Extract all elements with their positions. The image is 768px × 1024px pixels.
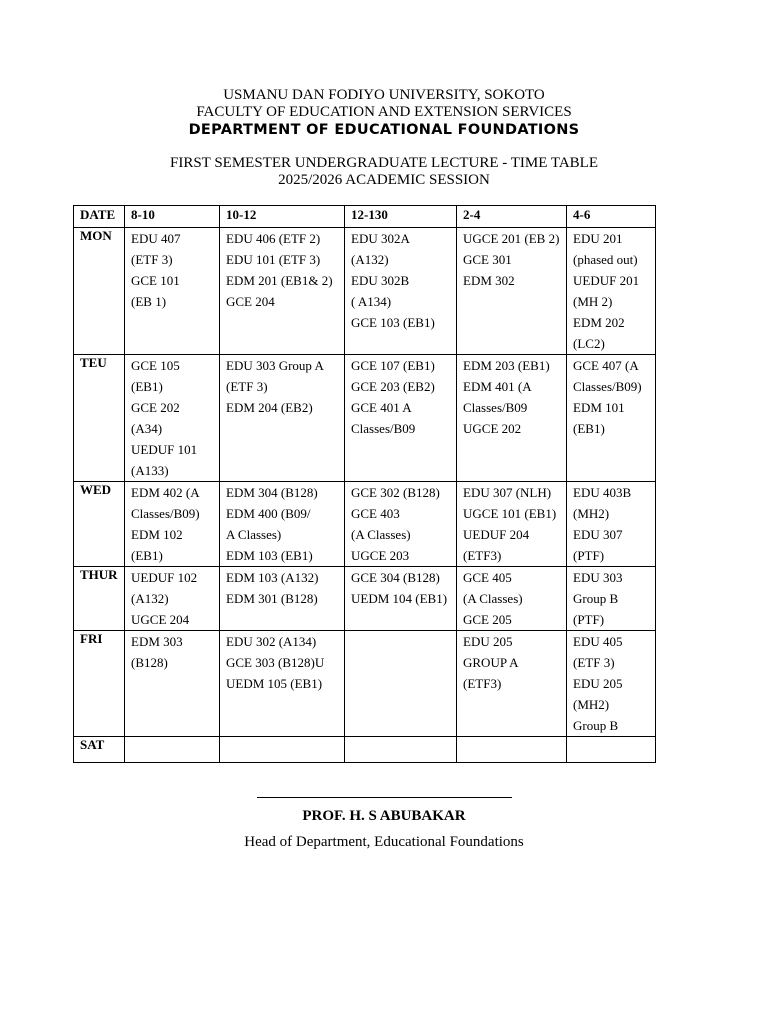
- course-entry: EDM 201 (EB1& 2): [226, 273, 333, 288]
- course-entry: (MH2): [573, 506, 610, 521]
- course-entry: EDM 103 (A132): [226, 570, 319, 585]
- course-entry: (PTF): [573, 548, 605, 563]
- day-cell: THUR: [74, 567, 125, 631]
- course-entry: (A34): [131, 421, 163, 436]
- course-entry: EDU 307 (NLH): [463, 485, 552, 500]
- timetable-cell: [125, 228, 220, 355]
- course-entry: EDU 403B: [573, 485, 632, 500]
- faculty-name: FACULTY OF EDUCATION AND EXTENSION SERVICES: [196, 104, 572, 120]
- column-header: 8-10: [125, 206, 220, 228]
- course-entry: GCE 203 (EB2): [351, 379, 435, 394]
- timetable-cell: [345, 228, 457, 355]
- course-entry: (EB1): [573, 421, 605, 436]
- course-entry: EDU 303 Group A: [226, 358, 324, 373]
- timetable-cell: [220, 737, 345, 763]
- course-entry: GROUP A: [463, 655, 519, 670]
- timetable-cell: [125, 737, 220, 763]
- course-entry: GCE 107 (EB1): [351, 358, 435, 373]
- course-entry: EDM 103 (EB1): [226, 548, 313, 563]
- course-entry: UGCE 202: [463, 421, 522, 436]
- timetable-cell: [220, 631, 345, 737]
- timetable: [73, 205, 656, 763]
- course-entry: EDU 302A: [351, 231, 410, 246]
- course-entry: (phased out): [573, 252, 638, 267]
- course-entry: GCE 304 (B128): [351, 570, 440, 585]
- course-entry: UGCE 201 (EB 2): [463, 231, 560, 246]
- course-entry: UEDUF 101: [131, 442, 198, 457]
- course-entry: (A Classes): [351, 527, 411, 542]
- course-entry: UEDUF 102: [131, 570, 198, 585]
- course-entry: EDM 400 (B09/: [226, 506, 311, 521]
- signatory-title: Head of Department, Educational Foundations: [244, 834, 524, 850]
- timetable-cell: [567, 228, 656, 355]
- course-entry: (ETF 3): [573, 655, 615, 670]
- timetable-cell: [457, 631, 567, 737]
- timetable-cell: [567, 567, 656, 631]
- course-entry: GCE 401 A: [351, 400, 412, 415]
- course-entry: EDM 303: [131, 634, 183, 649]
- timetable-cell: [220, 567, 345, 631]
- course-entry: UEDUF 201: [573, 273, 640, 288]
- academic-session: 2025/2026 ACADEMIC SESSION: [278, 172, 490, 188]
- course-entry: (LC2): [573, 336, 605, 351]
- course-entry: EDM 202: [573, 315, 625, 330]
- course-entry: (A Classes): [463, 591, 523, 606]
- course-entry: EDU 307: [573, 527, 623, 542]
- day-cell: TEU: [74, 355, 125, 482]
- course-entry: GCE 202: [131, 400, 180, 415]
- timetable-cell: [457, 737, 567, 763]
- course-entry: (EB 1): [131, 294, 167, 309]
- course-entry: GCE 405: [463, 570, 512, 585]
- day-cell: FRI: [74, 631, 125, 737]
- column-header: 10-12: [220, 206, 345, 228]
- table-row: [74, 355, 656, 482]
- timetable-cell: [567, 482, 656, 567]
- column-header: 12-130: [345, 206, 457, 228]
- course-entry: (B128): [131, 655, 168, 670]
- course-entry: (A133): [131, 463, 169, 478]
- day-cell: SAT: [74, 737, 125, 763]
- timetable-cell: [220, 482, 345, 567]
- timetable-cell: [457, 482, 567, 567]
- day-cell: MON: [74, 228, 125, 355]
- course-entry: GCE 302 (B128): [351, 485, 440, 500]
- timetable-cell: [567, 737, 656, 763]
- department-name: DEPARTMENT OF EDUCATIONAL FOUNDATIONS: [188, 122, 580, 138]
- course-entry: (A132): [131, 591, 169, 606]
- course-entry: EDU 205: [573, 676, 623, 691]
- course-entry: GCE 403: [351, 506, 400, 521]
- course-entry: Classes/B09: [463, 400, 528, 415]
- course-entry: Classes/B09: [351, 421, 416, 436]
- course-entry: (ETF3): [463, 676, 502, 691]
- course-entry: EDU 205: [463, 634, 513, 649]
- course-entry: UEDUF 204: [463, 527, 530, 542]
- course-entry: GCE 103 (EB1): [351, 315, 435, 330]
- timetable-cell: [345, 631, 457, 737]
- course-entry: (MH2): [573, 697, 610, 712]
- course-entry: EDM 302: [463, 273, 515, 288]
- course-entry: (PTF): [573, 612, 605, 627]
- table-row: [74, 737, 656, 763]
- course-entry: (MH 2): [573, 294, 613, 309]
- course-entry: (EB1): [131, 548, 163, 563]
- course-entry: UGCE 204: [131, 612, 190, 627]
- timetable-title: FIRST SEMESTER UNDERGRADUATE LECTURE - TIME TABLE: [170, 155, 598, 171]
- course-entry: UEDM 104 (EB1): [351, 591, 448, 606]
- course-entry: (A132): [351, 252, 389, 267]
- course-entry: EDU 302 (A134): [226, 634, 317, 649]
- timetable-cell: [567, 355, 656, 482]
- timetable-cell: [567, 631, 656, 737]
- university-name: USMANU DAN FODIYO UNIVERSITY, SOKOTO: [223, 87, 545, 103]
- timetable-cell: [457, 355, 567, 482]
- course-entry: EDM 304 (B128): [226, 485, 318, 500]
- timetable-heading: [0, 155, 768, 189]
- timetable-cell: [345, 482, 457, 567]
- day-cell: WED: [74, 482, 125, 567]
- course-entry: EDU 303: [573, 570, 623, 585]
- signatory-name: PROF. H. S ABUBAKAR: [302, 808, 466, 824]
- course-entry: UEDM 105 (EB1): [226, 676, 323, 691]
- signature-line: [257, 797, 512, 798]
- course-entry: Group B: [573, 591, 619, 606]
- course-entry: EDU 101 (ETF 3): [226, 252, 321, 267]
- course-entry: (EB1): [131, 379, 163, 394]
- course-entry: Group B: [573, 718, 619, 733]
- timetable-cell: [220, 228, 345, 355]
- timetable-cell: [220, 355, 345, 482]
- course-entry: Classes/B09): [573, 379, 642, 394]
- course-entry: EDM 402 (A: [131, 485, 200, 500]
- course-entry: EDU 406 (ETF 2): [226, 231, 321, 246]
- table-row: [74, 631, 656, 737]
- timetable-cell: [345, 355, 457, 482]
- course-entry: EDM 301 (B128): [226, 591, 318, 606]
- table-row: [74, 567, 656, 631]
- timetable-cell: [125, 631, 220, 737]
- course-entry: UGCE 101 (EB1): [463, 506, 557, 521]
- course-entry: GCE 204: [226, 294, 275, 309]
- course-entry: Classes/B09): [131, 506, 200, 521]
- course-entry: (ETF 3): [131, 252, 173, 267]
- course-entry: ( A134): [351, 294, 392, 309]
- timetable-header-row: [74, 206, 656, 228]
- course-entry: EDU 407: [131, 231, 181, 246]
- timetable-cell: [125, 482, 220, 567]
- course-entry: GCE 303 (B128)U: [226, 655, 325, 670]
- column-header: 2-4: [457, 206, 567, 228]
- timetable-cell: [125, 355, 220, 482]
- timetable-cell: [457, 228, 567, 355]
- column-header: DATE: [74, 206, 125, 228]
- timetable-cell: [125, 567, 220, 631]
- course-entry: A Classes): [226, 527, 282, 542]
- course-entry: GCE 407 (A: [573, 358, 639, 373]
- course-entry: UGCE 203: [351, 548, 410, 563]
- document-header: [0, 87, 768, 139]
- course-entry: (ETF3): [463, 548, 502, 563]
- course-entry: GCE 105: [131, 358, 180, 373]
- course-entry: EDM 101: [573, 400, 625, 415]
- course-entry: EDU 201: [573, 231, 623, 246]
- column-header: 4-6: [567, 206, 656, 228]
- timetable-cell: [345, 567, 457, 631]
- timetable-cell: [345, 737, 457, 763]
- table-row: [74, 228, 656, 355]
- course-entry: GCE 205: [463, 612, 512, 627]
- timetable-cell: [457, 567, 567, 631]
- course-entry: (ETF 3): [226, 379, 268, 394]
- table-row: [74, 482, 656, 567]
- course-entry: EDU 302B: [351, 273, 410, 288]
- course-entry: EDM 102: [131, 527, 183, 542]
- course-entry: EDM 203 (EB1): [463, 358, 550, 373]
- course-entry: GCE 301: [463, 252, 512, 267]
- course-entry: GCE 101: [131, 273, 180, 288]
- course-entry: EDU 405: [573, 634, 623, 649]
- course-entry: EDM 401 (A: [463, 379, 532, 394]
- course-entry: EDM 204 (EB2): [226, 400, 313, 415]
